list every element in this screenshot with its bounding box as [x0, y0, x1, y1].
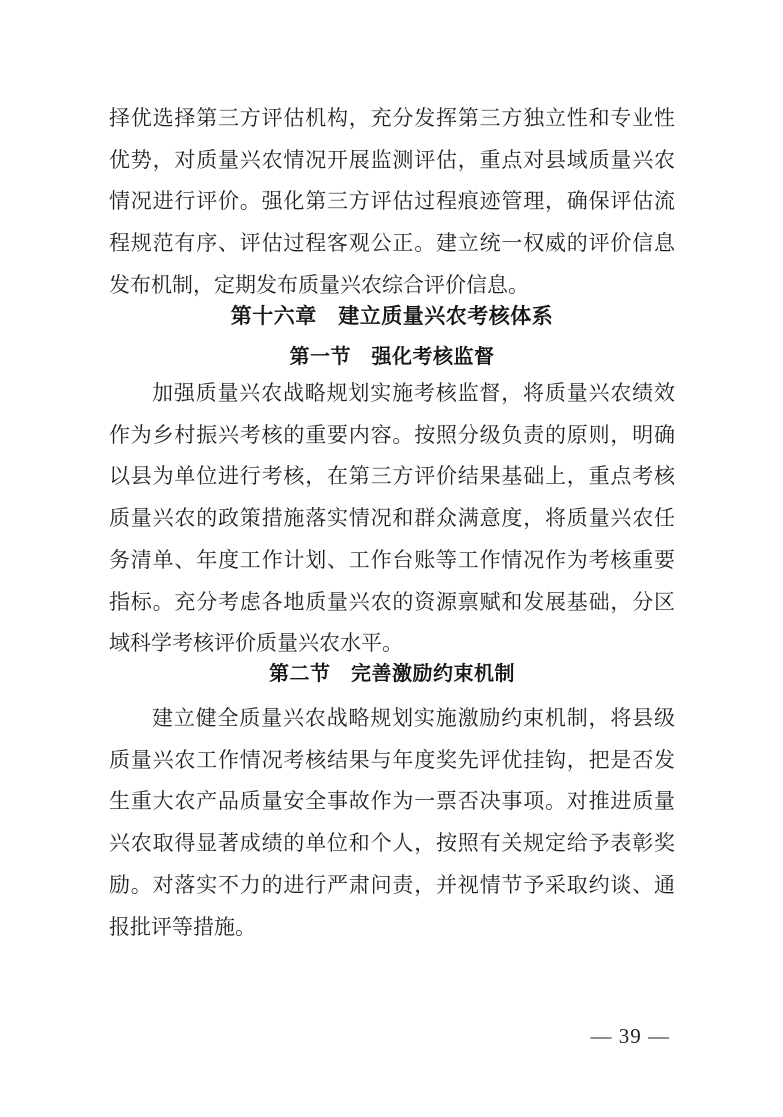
page-number: — 39 — — [590, 1024, 670, 1048]
paragraph — [109, 373, 675, 665]
paragraph-line: 程规范有序、评估过程客观公正。建立统一权威的评价信息 — [109, 231, 675, 256]
paragraph-line: 生重大农产品质量安全事故作为一票否决事项。对推进质量 — [109, 789, 675, 814]
paragraph-line: 报批评等措施。 — [109, 914, 256, 939]
paragraph-line: 情况进行评价。强化第三方评估过程痕迹管理，确保评估流 — [109, 189, 675, 214]
paragraph — [109, 98, 675, 307]
section-heading: 第一节 强化考核监督 — [289, 346, 495, 368]
paragraph-line: 建立健全质量兴农战略规划实施激励约束机制，将县级 — [152, 706, 675, 730]
chapter-heading: 第十六章 建立质量兴农考核体系 — [230, 305, 554, 328]
paragraph-line: 发布机制，定期发布质量兴农综合评价信息。 — [109, 272, 529, 297]
paragraph-line: 加强质量兴农战略规划实施考核监督，将质量兴农绩效 — [152, 381, 675, 405]
paragraph-line: 质量兴农工作情况考核结果与年度奖先评优挂钩，把是否发 — [109, 747, 675, 772]
paragraph-line: 择优选择第三方评估机构，充分发挥第三方独立性和专业性 — [109, 106, 675, 130]
paragraph-line: 兴农取得显著成绩的单位和个人，按照有关规定给予表彰奖 — [109, 831, 675, 856]
paragraph-line: 作为乡村振兴考核的重要内容。按照分级负责的原则，明确 — [109, 422, 675, 447]
paragraph — [109, 698, 675, 948]
paragraph-line: 指标。充分考虑各地质量兴农的资源禀赋和发展基础，分区 — [109, 589, 675, 614]
paragraph-line: 以县为单位进行考核，在第三方评价结果基础上，重点考核 — [109, 464, 675, 489]
paragraph-line: 质量兴农的政策措施落实情况和群众满意度，将质量兴农任 — [109, 506, 675, 531]
paragraph-line: 励。对落实不力的进行严肃问责，并视情节予采取约谈、通 — [109, 872, 675, 897]
paragraph-line: 务清单、年度工作计划、工作台账等工作情况作为考核重要 — [109, 547, 675, 572]
paragraph-line: 优势，对质量兴农情况开展监测评估，重点对县域质量兴农 — [109, 147, 675, 172]
section-heading: 第二节 完善激励约束机制 — [269, 663, 515, 685]
paragraph-line: 域科学考核评价质量兴农水平。 — [109, 631, 403, 656]
